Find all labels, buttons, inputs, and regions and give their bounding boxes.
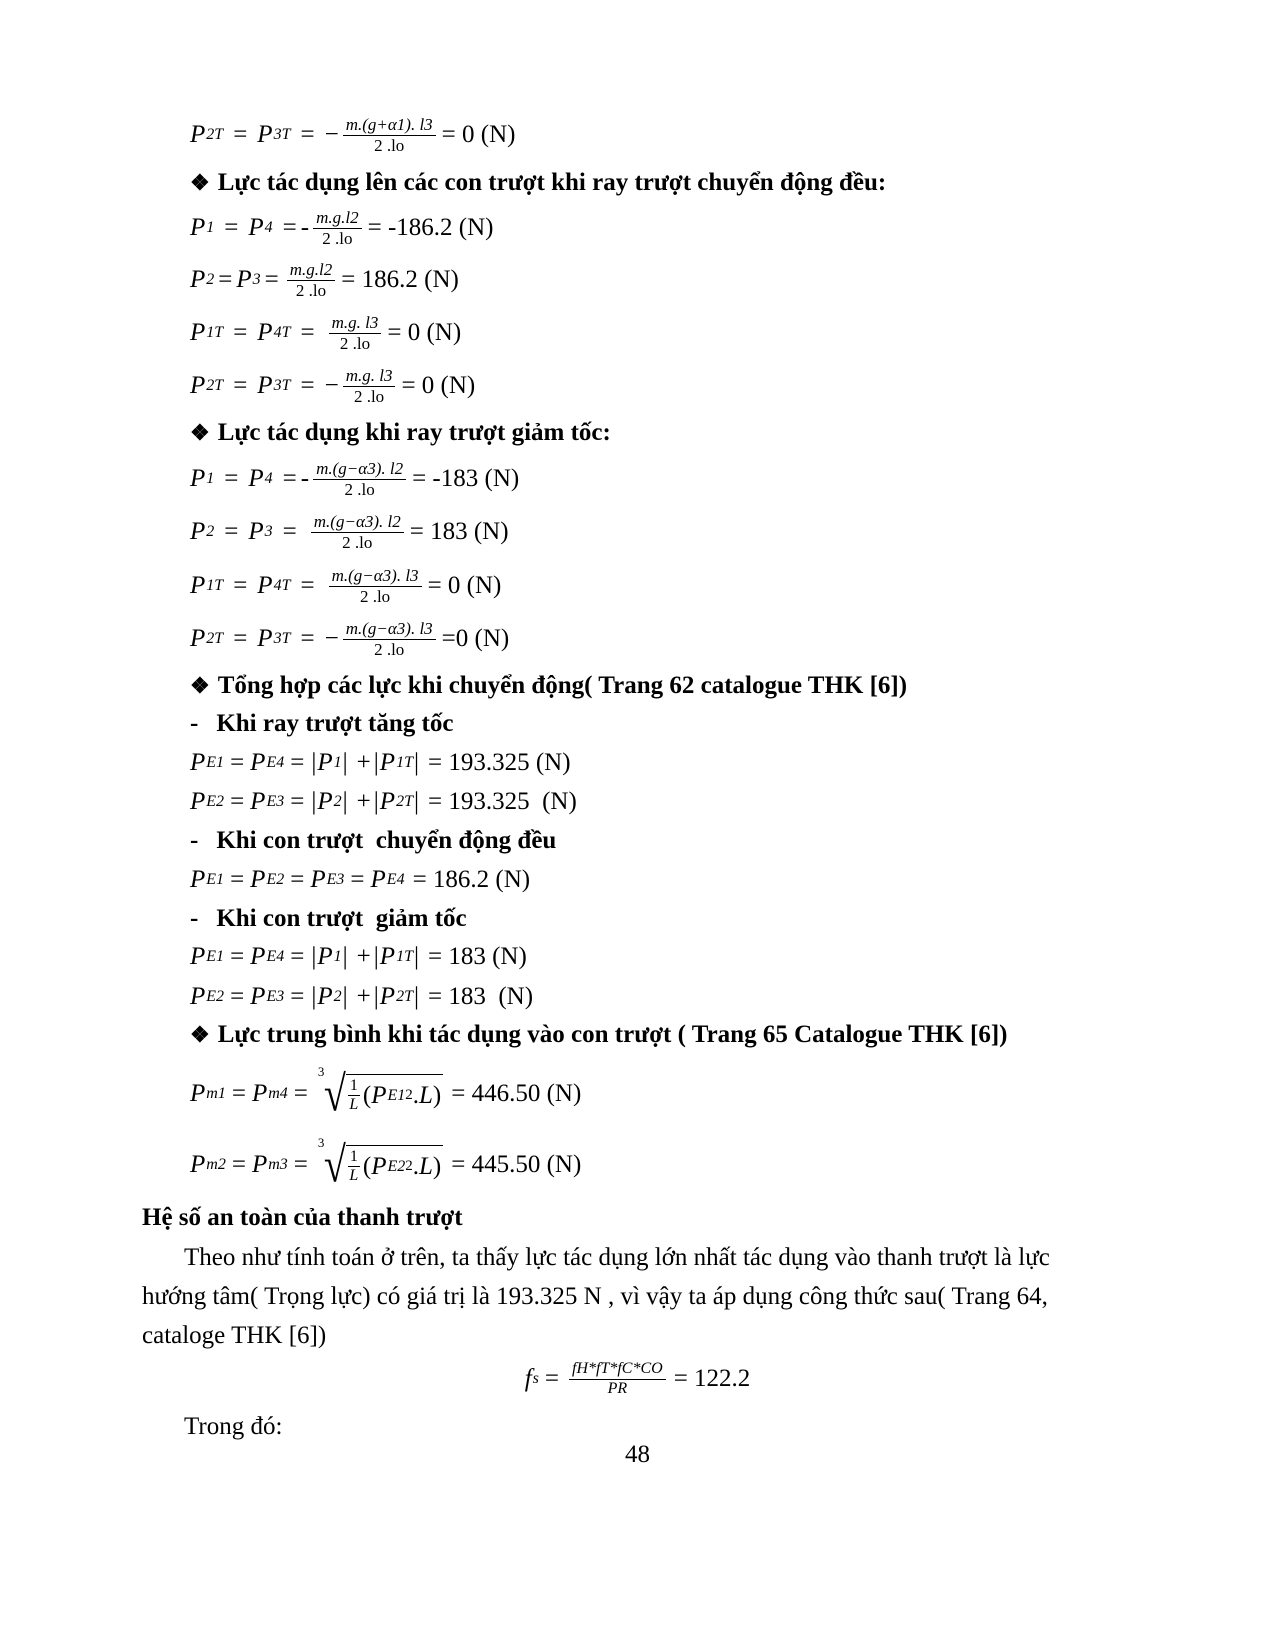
section-title: Hệ số an toàn của thanh trượt xyxy=(142,1204,463,1231)
equation-p2-p3-decel: P 2 = P 3 = $\frac{m.(g-\alpha 3). l2}{2 .lo}$ = 183 (N) xyxy=(190,511,509,552)
body-paragraph: Theo như tính toán ở trên, ta thấy lực tác dụng lớn nhất tác dụng vào thanh trượt là lực hướng tâm( Trọng lực) có giá trị là 193.325 N , vì vậy ta áp dụng công thức sau( Trang 64, cataloge THK [6]) xyxy=(142,1244,1050,1349)
diamond-bullet-icon: ❖ xyxy=(190,673,210,698)
equation-p1-p4-uniform: P 1 = P 4 = - $\frac{m.g.l2}{2 .lo}$ = -186.2 (N) xyxy=(190,207,494,248)
equation-p2t-p3t-uniform: P 2T = P 3T = − $\frac{m.g. l3}{2 .lo}$ = 0 (N) xyxy=(190,365,476,406)
equation-pe1-pe4-accel: P E1 = P E4 = | P 1 | + | P 1T | = 193.325 (N) xyxy=(190,749,571,776)
equation-pm2-pm3: P m2 = P m3 = 3 √ 1 L ( P E2 2 . L ) = 445.50 (N) xyxy=(190,1135,582,1193)
heading-deceleration: ❖ Lực tác dụng khi ray trượt giảm tốc: xyxy=(190,419,611,446)
diamond-bullet-icon: ❖ xyxy=(190,1022,210,1047)
diamond-bullet-icon: ❖ xyxy=(190,420,210,445)
heading-uniform-motion: ❖ Lực tác dụng lên các con trượt khi ray trượt chuyển động đều: xyxy=(190,169,887,196)
equation-p1t-p4t-decel: P 1T = P 4T = $\frac{m.(g-\alpha 3). l3}{2 .lo}$ = 0 (N) xyxy=(190,565,502,606)
subheading-uniform: - Khi con trượt chuyển động đều xyxy=(190,827,557,854)
equation-p1t-p4t-uniform: P 1T = P 4T = $\frac{m.g. l3}{2 .lo}$ = 0 (N) xyxy=(190,312,462,353)
diamond-bullet-icon: ❖ xyxy=(190,170,210,195)
equation-pm1-pm4: P m1 = P m4 = 3 √ 1 L ( P E1 2 . L ) = 446.50 (N) xyxy=(190,1064,582,1122)
equation-p2t-p3t-accel: P 2T = P 3T = − $\frac{m.(g+\alpha 1). l3}{2 .lo}$ = 0 (N) xyxy=(190,114,516,155)
equation-safety-factor: f s = $\frac{fH*fT*fC*CO}{PR}$ = 122.2 xyxy=(524,1360,751,1397)
heading-force-summary: ❖ Tổng hợp các lực khi chuyển động( Trang 62 catalogue THK [6]) xyxy=(190,672,908,699)
equation-p2-p3-uniform: P 2 = P 3 = $\frac{m.g.l2}{2 .lo}$ = 186.2 (N) xyxy=(190,259,459,300)
equation-pe-all-uniform: P E1 = P E2 = P E3 = P E4 = 186.2 (N) xyxy=(190,866,531,893)
page-number: 48 xyxy=(625,1441,650,1468)
equation-pe2-pe3-decel: P E2 = P E3 = | P 2 | + | P 2T | = 183 (N) xyxy=(190,983,534,1010)
subheading-decel: - Khi con trượt giảm tốc xyxy=(190,905,467,932)
cube-root: 3 √ 1 L ( P E2 2 . L ) xyxy=(317,1135,442,1193)
where-label: Trong đó: xyxy=(184,1413,283,1440)
equation-pe2-pe3-accel: P E2 = P E3 = | P 2 | + | P 2T | = 193.325 (N) xyxy=(190,788,577,815)
equation-p1-p4-decel: P 1 = P 4 = - $\frac{m.(g-\alpha 3). l2}{2 .lo}$ = -183 (N) xyxy=(190,458,520,499)
equation-pe1-pe4-decel: P E1 = P E4 = | P 1 | + | P 1T | = 183 (N) xyxy=(190,943,527,970)
heading-mean-force: ❖ Lực trung bình khi tác dụng vào con trượt ( Trang 65 Catalogue THK [6]) xyxy=(190,1021,1008,1048)
equation-p2t-p3t-decel: P 2T = P 3T = − $\frac{m.(g-\alpha 3). l3}{2 .lo}$ =0 (N) xyxy=(190,618,510,659)
cube-root: 3 √ 1 L ( P E1 2 . L ) xyxy=(317,1064,442,1122)
subheading-acceleration: - Khi ray trượt tăng tốc xyxy=(190,710,454,737)
